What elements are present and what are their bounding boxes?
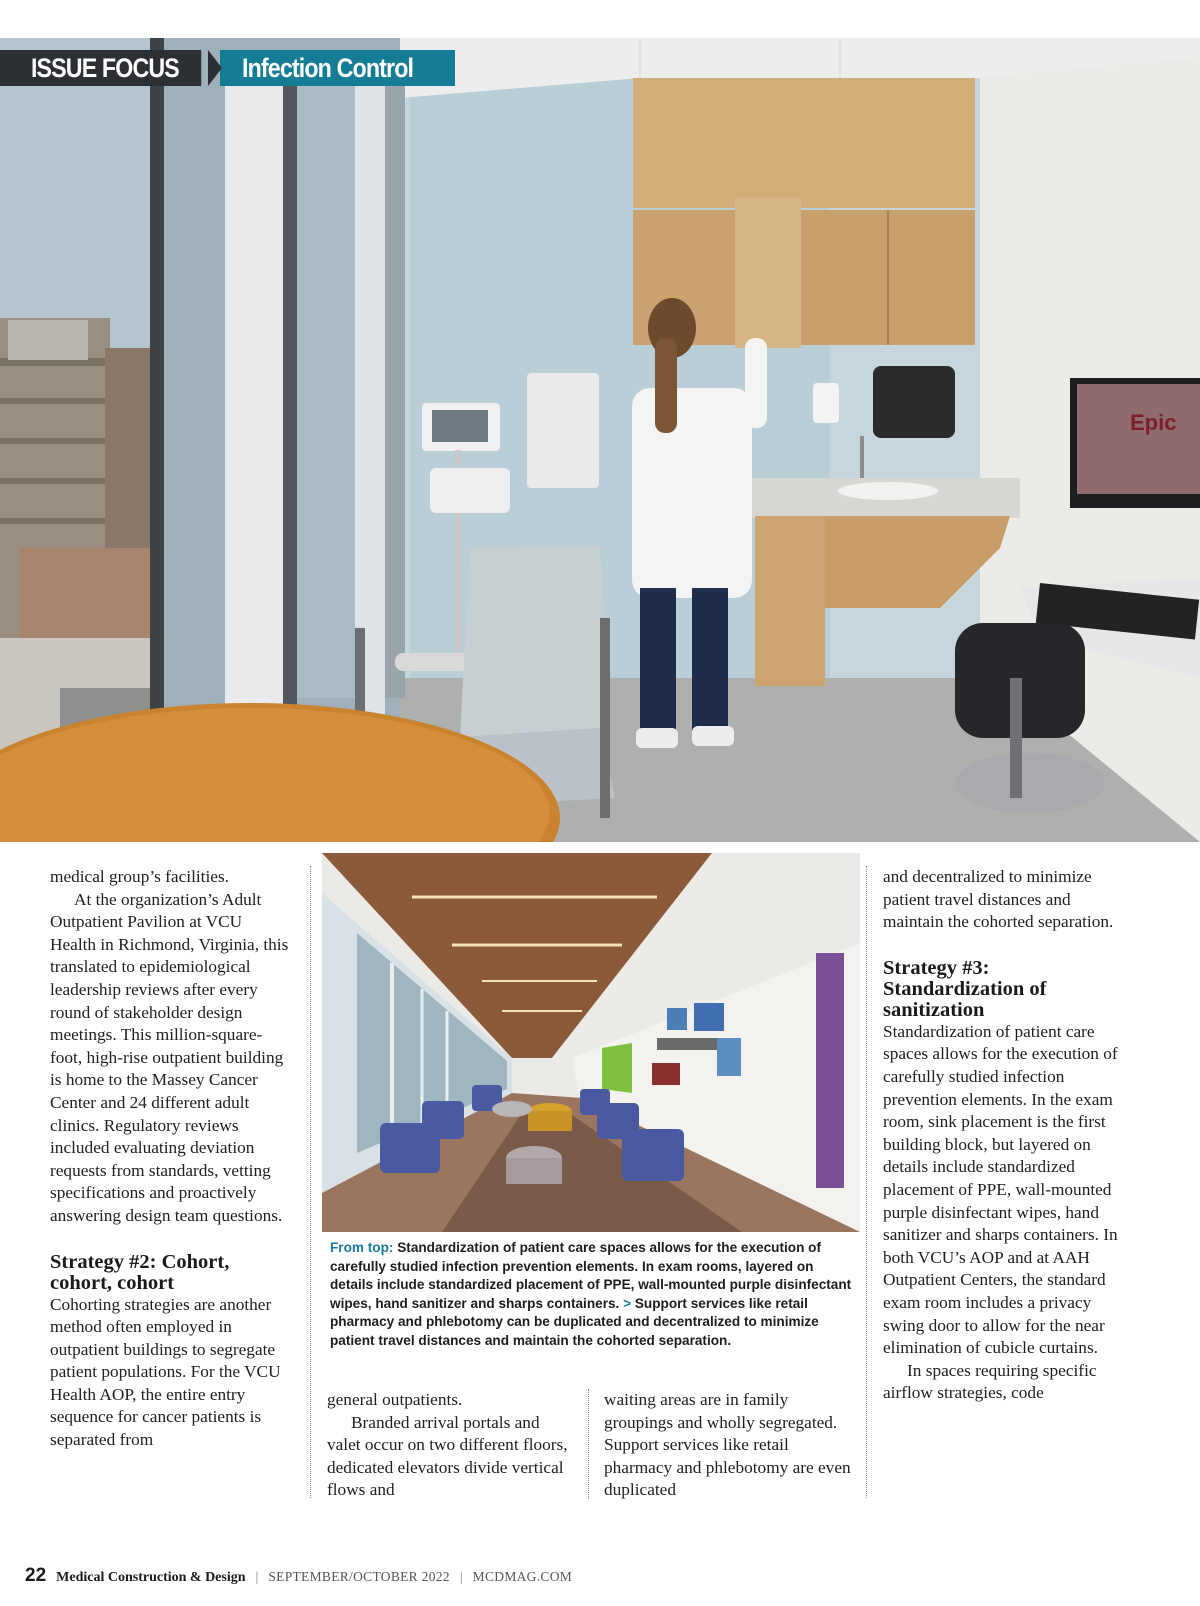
paragraph: general outpatients. xyxy=(327,1390,463,1409)
article-column-2a xyxy=(327,1389,577,1502)
section-heading-strategy-3: Strategy #3: Standardization of sanitization xyxy=(883,956,1047,1021)
hero-photo-exam-room xyxy=(0,38,1200,842)
page-number: 22 xyxy=(25,1565,47,1586)
paragraph: and decentralized to minimize patient travel distances and maintain the cohorted separation. xyxy=(883,867,1114,932)
footer-separator: | xyxy=(255,1570,259,1585)
paragraph: Standardization of patient care spaces allows for the execution of carefully studied infection prevention elements. In the exam room, sink placement is the first building block, but layered on details include standardized placement of PPE, wall-mounted purple disinfectant wipes, hand sanitizer and sharps containers. In both VCU’s AOP and at AAH Outpatient Centers, the standard exam room includes a privacy swing door to allow for the near elimination of cubicle curtains. xyxy=(883,1021,1118,1358)
paragraph: Branded arrival portals and valet occur on two different floors, dedicated elevators divide vertical flows and xyxy=(327,1412,568,1500)
footer-separator: | xyxy=(459,1570,463,1585)
publication-name: Medical Construction & Design xyxy=(56,1570,246,1585)
paragraph: Cohorting strategies are another method often employed in outpatient buildings to segregate patient populations. For the VCU Health AOP, the entire entry sequence for cancer patients is separated from xyxy=(50,1294,281,1450)
corridor-waiting-area-photo xyxy=(322,853,860,1232)
column-divider xyxy=(866,866,867,1498)
badge-arrow-icon xyxy=(208,50,222,86)
photo-caption xyxy=(330,1239,856,1351)
article-column-3 xyxy=(883,866,1135,1405)
caption-arrow-icon: > xyxy=(623,1295,632,1311)
column-divider xyxy=(588,1389,589,1499)
issue-focus-label: ISSUE FOCUS xyxy=(0,50,201,86)
website-link[interactable]: MCDMAG.COM xyxy=(472,1569,573,1584)
paragraph: waiting areas are in family groupings and wholly segregated. Support services like retail pharmacy and phlebotomy are even duplicated xyxy=(604,1390,851,1500)
paragraph: In spaces requiring specific airflow strategies, code xyxy=(883,1360,1097,1403)
article-column-2b xyxy=(604,1389,854,1502)
issue-topic-text: Infection Control xyxy=(242,52,414,83)
issue-focus-badge xyxy=(0,50,455,86)
column-divider xyxy=(310,866,311,1498)
article-column-1 xyxy=(50,866,292,1452)
issue-topic-label xyxy=(220,50,455,86)
caption-lead: From top: xyxy=(330,1240,394,1255)
paragraph: At the organization’s Adult Outpatient Pavilion at VCU Health in Richmond, Virginia, this translated to epidemiological leadership reviews after every round of stakeholder design meetings. This million-square-foot, high-rise outpatient building is home to the Massey Cancer Center and 24 different adult clinics. Regulatory reviews included evaluating deviation requests from standards, vetting specifications and proactively answering design team questions. xyxy=(50,889,289,1225)
paragraph: medical group’s facilities. xyxy=(50,867,229,886)
issue-date: SEPTEMBER/OCTOBER 2022 xyxy=(268,1569,450,1584)
monitor-brand-label: Epic xyxy=(1130,410,1177,435)
caption-text-2: Support services like retail pharmacy and phlebotomy can be duplicated and decentralized to minimize patient travel distances and maintain the cohorted separation. xyxy=(330,1295,819,1348)
page-footer xyxy=(25,1565,572,1587)
caption-text-1: Standardization of patient care spaces allows for the execution of carefully studied infection prevention elements. In exam rooms, layered on details include standardized placement of PPE, wall-mounted purple disinfectant wipes, hand sanitizer and sharps containers. xyxy=(330,1240,852,1311)
section-heading-strategy-2: Strategy #2: Cohort, cohort, cohort xyxy=(50,1250,230,1294)
